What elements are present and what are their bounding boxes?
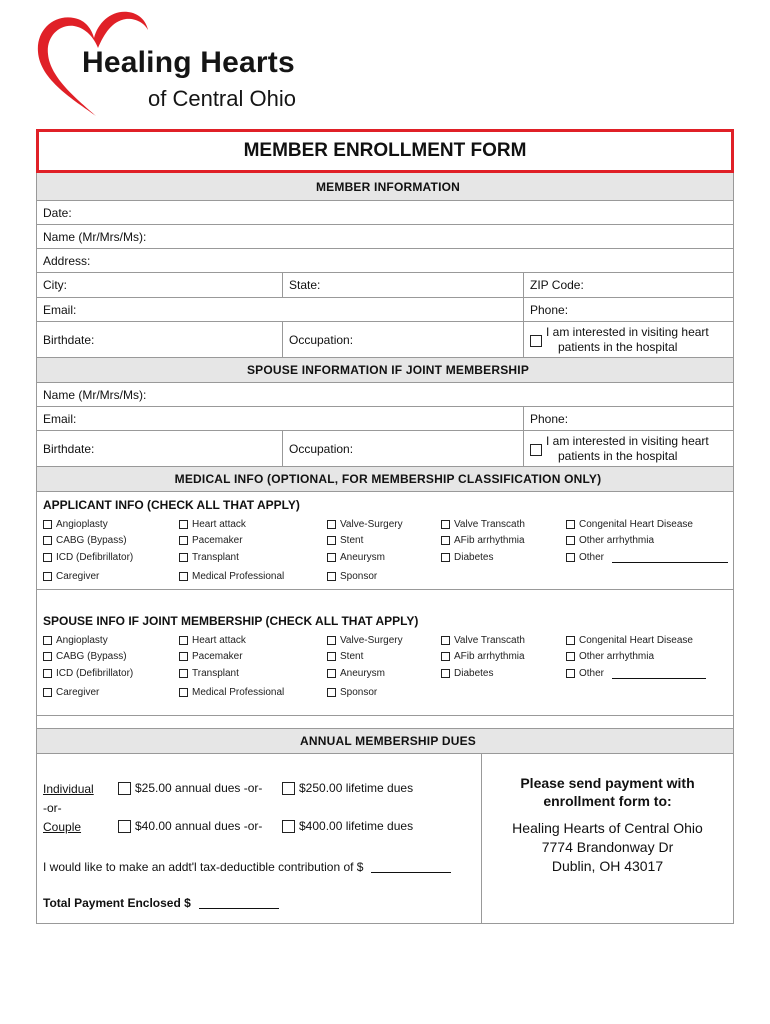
checkbox[interactable] xyxy=(441,520,450,529)
email-field[interactable] xyxy=(37,298,524,321)
total-line: Total Payment Enclosed $ xyxy=(43,896,279,910)
name-label: Name (Mr/Mrs/Ms): xyxy=(43,229,147,244)
sp-icd-option[interactable]: ICD (Defibrillator) xyxy=(43,668,133,679)
spouse-email-label: Email: xyxy=(43,411,77,426)
city-state-zip: Dublin, OH 43017 xyxy=(551,858,664,874)
phone-field[interactable] xyxy=(524,298,733,321)
spouse-visit-interest-line2: patients in the hospital xyxy=(558,448,678,463)
individual-label: Individual xyxy=(43,782,94,796)
street-address: 7774 Brandonway Dr xyxy=(541,839,674,855)
send-line2: enrollment form to: xyxy=(543,793,672,809)
applicant-medical-section xyxy=(37,492,733,590)
sp-medical-professional-option[interactable]: Medical Professional xyxy=(179,687,284,698)
member-city-row xyxy=(37,273,733,298)
logo-line1: Healing Hearts xyxy=(82,46,295,79)
app-transplant-option[interactable]: Transplant xyxy=(179,552,239,563)
spouse-birthdate-row xyxy=(37,431,733,467)
contribution-amount-field[interactable] xyxy=(371,861,451,873)
checkbox[interactable] xyxy=(179,553,188,562)
date-label: Date: xyxy=(43,205,72,220)
checkbox[interactable] xyxy=(179,572,188,581)
checkbox[interactable] xyxy=(441,536,450,545)
spouse-email-field[interactable] xyxy=(37,407,524,430)
member-address-row[interactable] xyxy=(37,249,733,273)
sp-stent-option[interactable]: Stent xyxy=(327,651,363,662)
individual-annual-option[interactable]: $25.00 annual dues -or- xyxy=(118,781,262,795)
city-field[interactable] xyxy=(37,273,283,297)
spouse-birthdate-label: Birthdate: xyxy=(43,441,95,456)
visit-interest-checkbox[interactable] xyxy=(530,335,542,347)
checkbox[interactable] xyxy=(441,553,450,562)
spouse-phone-field[interactable] xyxy=(524,407,733,430)
checkbox[interactable] xyxy=(566,652,575,661)
app-stent-option[interactable]: Stent xyxy=(327,535,363,546)
org-name: Healing Hearts of Central Ohio xyxy=(512,820,703,836)
member-birthdate-row xyxy=(37,322,733,358)
dues-header: ANNUAL MEMBERSHIP DUES xyxy=(37,728,733,754)
contribution-line: I would like to make an addt'l tax-deductible contribution of $ xyxy=(43,860,451,874)
send-line1: Please send payment with xyxy=(520,775,695,791)
checkbox[interactable] xyxy=(43,536,52,545)
sp-diabetes-option[interactable]: Diabetes xyxy=(441,668,493,679)
app-angioplasty-option[interactable]: Angioplasty xyxy=(43,519,108,530)
app-other-option[interactable]: Other xyxy=(566,552,728,563)
phone-label: Phone: xyxy=(530,302,569,317)
other-write-in-line[interactable] xyxy=(612,669,706,679)
app-caregiver-option[interactable]: Caregiver xyxy=(43,571,99,582)
logo xyxy=(34,8,354,120)
checkbox[interactable] xyxy=(441,652,450,661)
checkbox[interactable] xyxy=(43,520,52,529)
checkbox[interactable] xyxy=(43,553,52,562)
app-cabg-option[interactable]: CABG (Bypass) xyxy=(43,535,127,546)
occupation-label: Occupation: xyxy=(289,332,354,347)
sp-congenital-option[interactable]: Congenital Heart Disease xyxy=(566,635,693,646)
sp-cabg-option[interactable]: CABG (Bypass) xyxy=(43,651,127,662)
checkbox[interactable] xyxy=(327,520,336,529)
app-afib-option[interactable]: AFib arrhythmia xyxy=(441,535,525,546)
birthdate-field[interactable] xyxy=(37,322,283,357)
state-label: State: xyxy=(289,278,321,292)
app-sponsor-option[interactable]: Sponsor xyxy=(327,571,377,582)
spouse-medical-title: SPOUSE INFO IF JOINT MEMBERSHIP (CHECK ALL THAT APPLY) xyxy=(43,614,419,628)
spouse-phone-label: Phone: xyxy=(530,411,569,426)
sp-other-option[interactable]: Other xyxy=(566,668,706,679)
checkbox[interactable] xyxy=(43,636,52,645)
app-icd-option[interactable]: ICD (Defibrillator) xyxy=(43,552,133,563)
checkbox[interactable] xyxy=(327,636,336,645)
city-label: City: xyxy=(43,278,67,292)
checkbox[interactable] xyxy=(118,820,131,833)
or-label: -or- xyxy=(43,801,62,815)
sp-other-arrhythmia-option[interactable]: Other arrhythmia xyxy=(566,651,654,662)
checkbox[interactable] xyxy=(43,669,52,678)
medical-info-header: MEDICAL INFO (OPTIONAL, FOR MEMBERSHIP CLASSIFICATION ONLY) xyxy=(37,467,733,492)
checkbox[interactable] xyxy=(566,536,575,545)
checkbox[interactable] xyxy=(566,553,575,562)
individual-lifetime-option[interactable]: $250.00 lifetime dues xyxy=(282,781,413,795)
enrollment-form xyxy=(36,173,734,924)
spouse-visit-interest-option xyxy=(524,431,733,466)
checkbox[interactable] xyxy=(441,669,450,678)
sp-valve-transcath-option[interactable]: Valve Transcath xyxy=(441,635,525,646)
checkbox[interactable] xyxy=(327,669,336,678)
email-label: Email: xyxy=(43,302,77,317)
occupation-field[interactable] xyxy=(283,322,524,357)
birthdate-label: Birthdate: xyxy=(43,332,95,347)
visit-interest-line2: patients in the hospital xyxy=(558,339,678,354)
app-valve-transcath-option[interactable]: Valve Transcath xyxy=(441,519,525,530)
spouse-info-header: SPOUSE INFORMATION IF JOINT MEMBERSHIP xyxy=(37,358,733,383)
couple-lifetime-option[interactable]: $400.00 lifetime dues xyxy=(282,819,413,833)
checkbox[interactable] xyxy=(282,782,295,795)
spouse-occupation-field[interactable] xyxy=(283,431,524,466)
payment-instructions xyxy=(482,754,733,923)
checkbox[interactable] xyxy=(43,652,52,661)
sp-heart-attack-option[interactable]: Heart attack xyxy=(179,635,246,646)
spouse-name-label: Name (Mr/Mrs/Ms): xyxy=(43,387,147,402)
checkbox[interactable] xyxy=(179,636,188,645)
checkbox[interactable] xyxy=(43,688,52,697)
checkbox[interactable] xyxy=(179,669,188,678)
member-info-header: MEMBER INFORMATION xyxy=(37,173,733,201)
app-congenital-option[interactable]: Congenital Heart Disease xyxy=(566,519,693,530)
app-aneurysm-option[interactable]: Aneurysm xyxy=(327,552,385,563)
sp-angioplasty-option[interactable]: Angioplasty xyxy=(43,635,108,646)
sp-aneurysm-option[interactable]: Aneurysm xyxy=(327,668,385,679)
form-title-box xyxy=(36,129,734,173)
spouse-visit-interest-line1: I am interested in visiting heart xyxy=(546,433,709,448)
zip-field[interactable] xyxy=(524,273,733,297)
visit-interest-line1: I am interested in visiting heart xyxy=(546,324,709,339)
checkbox[interactable] xyxy=(566,669,575,678)
checkbox[interactable] xyxy=(566,636,575,645)
checkbox[interactable] xyxy=(43,572,52,581)
checkbox[interactable] xyxy=(327,652,336,661)
dues-section xyxy=(37,754,733,923)
member-date-row[interactable] xyxy=(37,201,733,225)
checkbox[interactable] xyxy=(327,536,336,545)
app-diabetes-option[interactable]: Diabetes xyxy=(441,552,493,563)
app-heart-attack-option[interactable]: Heart attack xyxy=(179,519,246,530)
address-label: Address: xyxy=(43,253,91,268)
checkbox[interactable] xyxy=(179,652,188,661)
logo-line2: of Central Ohio xyxy=(148,86,296,111)
app-other-arrhythmia-option[interactable]: Other arrhythmia xyxy=(566,535,654,546)
sp-sponsor-option[interactable]: Sponsor xyxy=(327,687,377,698)
spouse-birthdate-field[interactable] xyxy=(37,431,283,466)
form-title: MEMBER ENROLLMENT FORM xyxy=(243,140,527,161)
applicant-info-title: APPLICANT INFO (CHECK ALL THAT APPLY) xyxy=(43,498,300,512)
checkbox[interactable] xyxy=(327,553,336,562)
mailing-address xyxy=(482,819,733,876)
spouse-name-row[interactable] xyxy=(37,383,733,407)
checkbox[interactable] xyxy=(118,782,131,795)
spouse-email-row xyxy=(37,407,733,431)
checkbox[interactable] xyxy=(179,520,188,529)
checkbox[interactable] xyxy=(327,572,336,581)
total-amount-field[interactable] xyxy=(199,897,279,909)
sp-afib-option[interactable]: AFib arrhythmia xyxy=(441,651,525,662)
state-field[interactable] xyxy=(283,273,524,297)
app-pacemaker-option[interactable]: Pacemaker xyxy=(179,535,243,546)
dues-options xyxy=(37,754,482,923)
checkbox[interactable] xyxy=(327,688,336,697)
member-email-row xyxy=(37,298,733,322)
checkbox[interactable] xyxy=(179,536,188,545)
spouse-visit-interest-checkbox[interactable] xyxy=(530,444,542,456)
sp-pacemaker-option[interactable]: Pacemaker xyxy=(179,651,243,662)
couple-annual-option[interactable]: $40.00 annual dues -or- xyxy=(118,819,262,833)
app-medical-professional-option[interactable]: Medical Professional xyxy=(179,571,284,582)
app-valve-surgery-option[interactable]: Valve-Surgery xyxy=(327,519,403,530)
checkbox[interactable] xyxy=(566,520,575,529)
sp-transplant-option[interactable]: Transplant xyxy=(179,668,239,679)
spouse-occupation-label: Occupation: xyxy=(289,441,354,456)
sp-caregiver-option[interactable]: Caregiver xyxy=(43,687,99,698)
member-name-row[interactable] xyxy=(37,225,733,249)
sp-valve-surgery-option[interactable]: Valve-Surgery xyxy=(327,635,403,646)
checkbox[interactable] xyxy=(282,820,295,833)
checkbox[interactable] xyxy=(179,688,188,697)
other-write-in-line[interactable] xyxy=(612,553,728,563)
checkbox[interactable] xyxy=(441,636,450,645)
couple-label: Couple xyxy=(43,820,82,834)
visit-interest-option xyxy=(524,322,733,357)
zip-label: ZIP Code: xyxy=(530,278,584,292)
spouse-medical-section xyxy=(37,590,733,716)
